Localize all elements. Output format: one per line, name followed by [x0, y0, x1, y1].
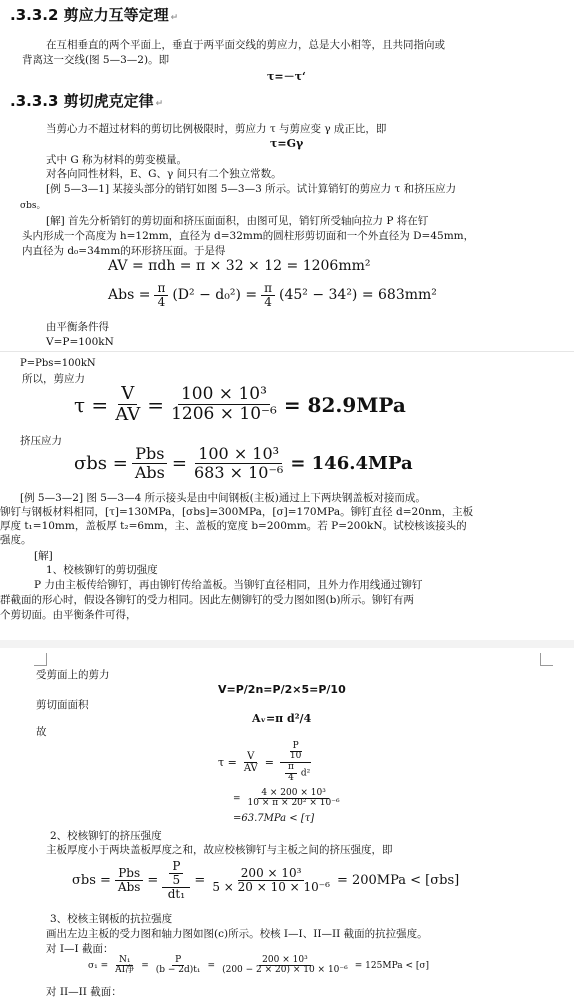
equation-shear-stress: τ = $\frac{V}{AV}$ = $\frac{\text{100 × 10³}}{\text{1206 × 10⁻⁶}}$ = 82.9MPa — [74, 383, 406, 425]
paragraph: 挤压应力 — [20, 435, 62, 447]
paragraph: 内直径为 d₀=34mm的环形挤压面。于是得 — [22, 245, 226, 257]
paragraph: 群截面的形心时，假设各铆钉的受力相同。因此左侧铆钉的受力图如图(b)所示。铆钉有两 — [0, 594, 414, 606]
page-corner-mark — [34, 653, 47, 666]
paragraph: 所以，剪应力 — [22, 373, 85, 385]
paragraph: P 力由主板传给铆钉，再由铆钉传给盖板。当铆钉直径相同，且外力作用线通过铆钉 — [34, 579, 423, 591]
paragraph: [例 5—3—2] 图 5—3—4 所示接头是由中间钢板(主板)通过上下两块钢盖板对接而成。 — [20, 492, 426, 504]
paragraph: 个剪切面。由平衡条件可得， — [0, 609, 137, 621]
equation-rivet-bearing-stress: σbs = $\frac{\text{Pbs}}{\text{Abs}}$ = $\frac{\frac{P}{5}}{\text{dt₁}}$ = $\frac{\text{200 × 10³}}{\text{5 × 20 × 10 × 10⁻⁶}}$ = 200MPa < [σbs] — [72, 859, 460, 901]
equation-shear-area: AV = πdh = π × 32 × 12 = 1206mm² — [108, 258, 371, 274]
paragraph: [解] 首先分析销钉的剪切面和挤压面面积，由图可见，销钉所受轴向拉力 P 将在钉 — [46, 215, 429, 227]
paragraph: 故 — [36, 726, 47, 738]
page-corner-mark — [540, 653, 553, 666]
equation-rivet-shear-stress: τ = $\frac{V}{AV}$ = $\frac{P}{10}$ $\frac{\pi}{4}$ d² — [218, 741, 311, 783]
paragraph: V=P=100kN — [46, 336, 114, 348]
equation-hooke-shear: τ=Gγ — [270, 137, 304, 150]
paragraph: 式中 G 称为材料的剪变模量。 — [46, 154, 188, 166]
equation-bearing-area: Abs = $\frac{\pi}{4}$ (D² − d₀²) = $\frac{\pi}{4}$ (45² − 34²) = 683mm² — [108, 281, 437, 309]
paragraph: 对各向同性材料，E、G、γ 间只有二个独立常数。 — [46, 168, 282, 180]
equation-rivet-shear-force: V=P/2n=P/2×5=P/10 — [218, 683, 346, 696]
paragraph: 对 I—I 截面： — [46, 943, 114, 955]
section-heading-3-3-2: .3.3.2 剪应力互等定理 ↵ — [10, 6, 179, 24]
paragraph: 受剪面上的剪力 — [36, 669, 110, 681]
page-separator — [0, 351, 574, 352]
section-heading-3-3-3: .3.3.3 剪切虎克定律 ↵ — [10, 92, 164, 110]
paragraph: 2、校核铆钉的挤压强度 — [50, 830, 162, 842]
equation-bearing-stress: σbs = $\frac{\text{Pbs}}{\text{Abs}}$ = $\frac{\text{100 × 10³}}{\text{683 × 10⁻⁶}}$ = 146.4MPa — [74, 444, 413, 482]
paragraph: 在互相垂直的两个平面上，垂直于两平面交线的剪应力，总是大小相等，且共同指向或 — [46, 39, 445, 51]
paragraph: [解] — [34, 550, 53, 562]
equation-rivet-shear-stress-result: =63.7MPa < [τ] — [233, 813, 315, 824]
paragraph: 3、校核主钢板的抗拉强度 — [50, 913, 173, 925]
paragraph: 当剪心力不超过材料的剪切比例极限时，剪应力 τ 与剪应变 γ 成正比，即 — [46, 123, 387, 135]
equation-shear-area-formula: Aᵥ=π d²/4 — [252, 712, 312, 725]
equation-shear-reciprocity: τ=－τ‘ — [267, 70, 306, 83]
paragraph: 1、校核铆钉的剪切强度 — [46, 564, 158, 576]
paragraph: P=Pbs=100kN — [20, 358, 96, 369]
paragraph: 对 II—II 截面： — [46, 986, 122, 998]
equation-rivet-shear-stress-substitution: = $\frac{\text{4 × 200 × 10³}}{\text{10 × π × 20² × 10⁻⁶}}$ — [233, 788, 340, 809]
page-separator — [0, 640, 574, 648]
paragraph: 头内形成一个高度为 h=12mm，直径为 d=32mm的圆柱形剪切面和一个外直径为 D=45mm， — [22, 230, 475, 242]
equation-plate-tension-section-1: σ₁ = $\frac{\text{N₁}}{\text{AI净}}$ = $\frac{P}{\text{(b − 2d)t₁}}$ = $\frac{\text{200 × 10³}}{\text{(200 − 2 × 20) × 10 × 10⁻⁶}}$ = 125MPa < [σ] — [88, 955, 430, 976]
paragraph: 背离这一交线(图 5—3—2)。即 — [22, 54, 170, 66]
paragraph: 剪切面面积 — [36, 699, 89, 711]
paragraph: 铆钉与钢板材料相同，[τ]=130MPa，[σbs]=300MPa，[σ]=170MPa。铆钉直径 d=20nm，主板 — [0, 506, 474, 518]
paragraph: 强度。 — [0, 534, 32, 546]
paragraph: σbs。 — [20, 201, 46, 211]
paragraph: [例 5—3—1] 某接头部分的销钉如图 5—3—3 所示。试计算销钉的剪应力 τ 和挤压应力 — [46, 183, 457, 195]
paragraph: 主板厚度小于两块盖板厚度之和，故应校核铆钉与主板之间的挤压强度，即 — [46, 844, 393, 856]
paragraph: 画出左边主板的受力图和轴力图如图(c)所示。校核 I—I、II—II 截面的抗拉强度。 — [46, 928, 428, 940]
paragraph: 由平衡条件得 — [46, 321, 109, 333]
paragraph: 厚度 t₁=10mm，盖板厚 t₂=6mm，主、盖板的宽度 b=200mm。若 P=200kN。试校核该接头的 — [0, 520, 467, 532]
